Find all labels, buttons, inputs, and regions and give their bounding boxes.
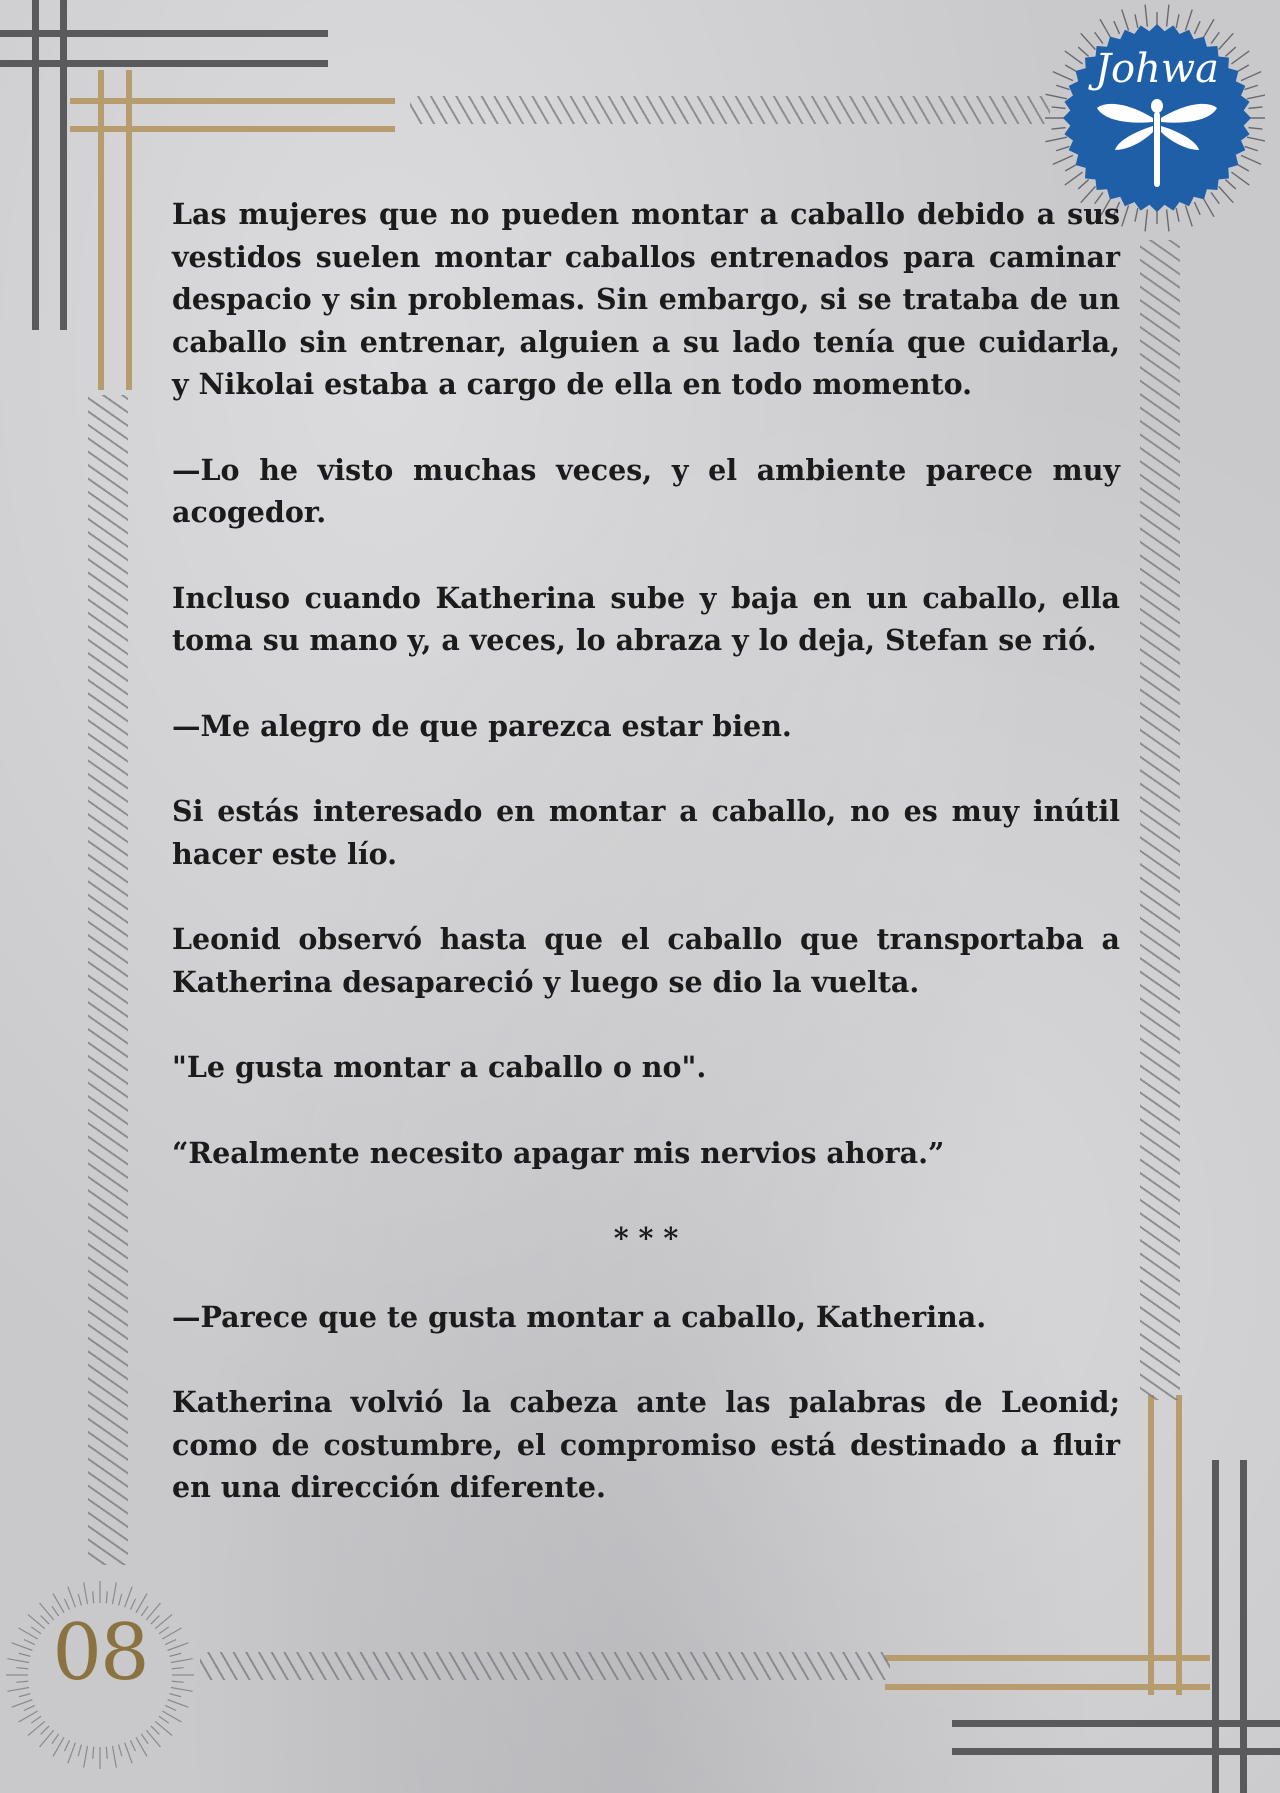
frame-line [60,0,67,330]
hatch-border-bottom [200,1652,890,1680]
page-number: 08 [52,1608,148,1698]
frame-line [952,1720,1280,1727]
frame-line [1212,1460,1219,1793]
paragraph: * * * [613,1221,679,1255]
hatch-border-top [410,96,1050,124]
frame-line [885,1655,1210,1661]
paragraph: "Le gusta montar a caballo o no". [172,1050,707,1084]
hatch-border-left [88,395,128,1565]
paragraph: Incluso cuando Katherina sube y baja en un caballo, ella toma su mano y, a veces, lo abraza y lo deja, Stefan se rió. [172,580,1120,657]
paragraph: Si estás interesado en montar a caballo, no es muy inútil hacer este lío. [172,794,1120,871]
paragraph: —Parece que te gusta montar a caballo, Katherina. [172,1299,987,1334]
frame-line [126,70,132,390]
frame-line [32,0,39,330]
frame-line [0,60,328,67]
paragraph: Las mujeres que no pueden montar a caballo debido a sus vestidos suelen montar caballos entrenados para caminar despacio y sin problemas. Sin embargo, si se trataba de un caballo sin entrenar, alguien a su lado tenía que cuidarla, y Nikolai estaba a cargo de ella en todo momento. [172,197,1120,401]
paragraph: —Me alegro de que parezca estar bien. [172,708,792,743]
frame-line [1176,1395,1182,1695]
paragraph: Katherina volvió la cabeza ante las palabras de Leonid; como de costumbre, el compromiso está destinado a fluir en una dirección diferente. [172,1385,1120,1504]
frame-line [0,30,328,37]
hatch-border-right [1140,240,1180,1400]
paragraph: Leonid observó hasta que el caballo que transportaba a Katherina desapareció y luego se dio la vuelta. [172,922,1120,999]
frame-line [1148,1395,1154,1695]
frame-line [952,1748,1280,1755]
frame-line [70,126,395,132]
paragraph: “Realmente necesito apagar mis nervios ahora.” [172,1135,945,1170]
body-text [172,193,1120,1552]
frame-line [1240,1460,1247,1793]
frame-line [70,98,395,104]
paragraph: —Lo he visto muchas veces, y el ambiente parece muy acogedor. [172,452,1120,529]
frame-line [98,70,104,390]
logo-text: Johwa [1095,46,1219,92]
frame-line [885,1684,1210,1690]
